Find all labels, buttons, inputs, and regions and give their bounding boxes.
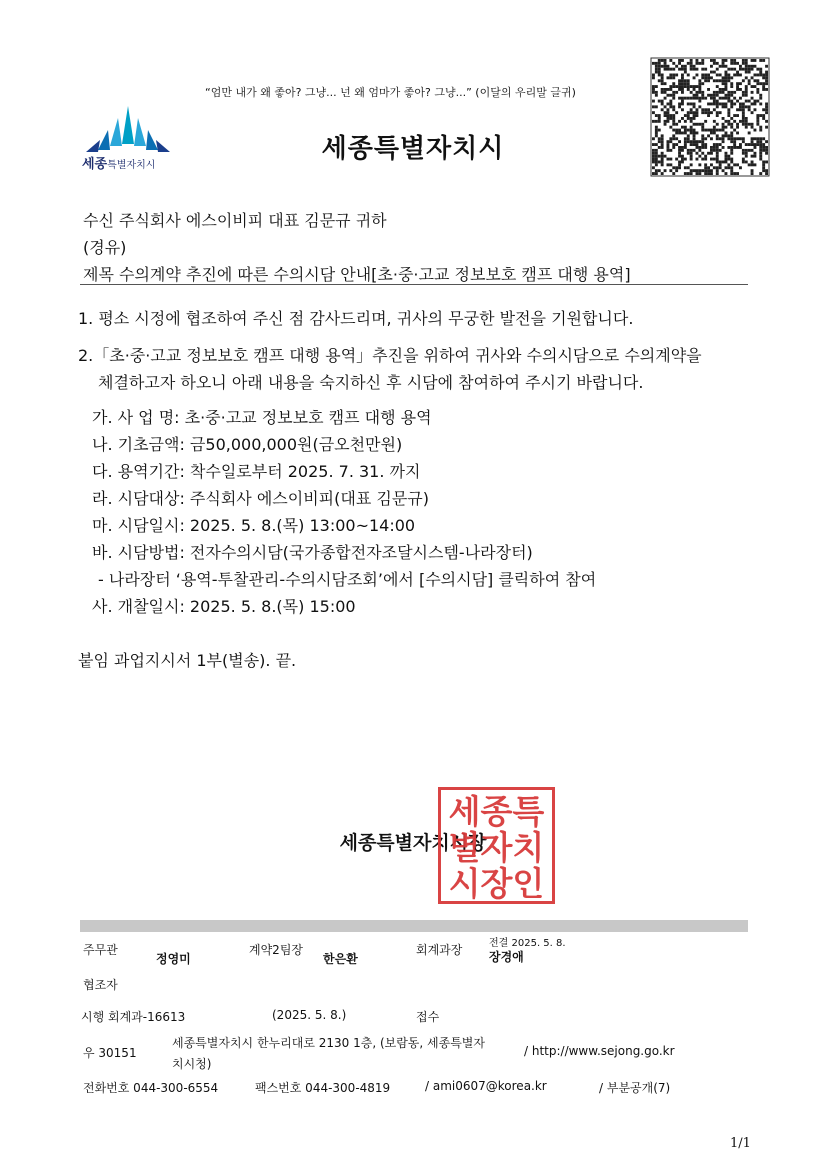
sender: 세종특별자치시장 [339,832,487,854]
seal-line: 별자치 [448,828,545,867]
page-number: 1/1 [730,1136,751,1151]
via: (경유) [83,238,127,257]
address-line2: 치시청) [172,1057,212,1071]
seal-line: 세종특 [448,792,545,831]
reviewer-title: 계약2팀장 [249,943,304,957]
slogan: “엄만 내가 왜 좋아? 그냥... 넌 왜 엄마가 좋아? 그냥...” (이달의 우리말 글귀) [205,86,576,99]
list-item: 마. 시담일시: 2025. 5. 8.(목) 13:00~14:00 [92,516,416,535]
reviewer-name: 한은환 [323,952,358,966]
homepage-link[interactable]: / http://www.sejong.go.kr [524,1044,675,1058]
official-seal [438,787,555,904]
paragraph-1: 1. 평소 시정에 협조하여 주신 점 감사드리며, 귀사의 무궁한 발전을 기원합니다. [78,309,634,328]
list-item: 다. 용역기간: 착수일로부터 2025. 7. 31. 까지 [92,462,421,481]
drafter-name: 정영미 [156,952,191,966]
logo-sub: 특별자치시 [107,160,156,171]
phone: 전화번호 044-300-6554 [83,1081,219,1095]
list-item: 바. 시담방법: 전자수의시담(국가종합전자조달시스템-나라장터) [92,543,533,562]
logo-name: 세종 [82,157,108,172]
list-item: 나. 기초금액: 금50,000,000원(금오천만원) [92,435,403,454]
disclosure: / 부분공개(7) [599,1081,671,1095]
qr-code [650,57,770,177]
approval-note: 전결 2025. 5. 8. [489,938,566,949]
approver-name: 장경애 [489,950,524,964]
org-title: 세종특별자치시 [321,134,505,164]
receipt: 접수 [416,1010,440,1024]
list-item: 라. 시담대상: 주식회사 에스이비피(대표 김문규) [92,489,429,508]
attachment: 붙임 과업지시서 1부(별송). 끝. [78,651,297,670]
list-item: 가. 사 업 명: 초·중·고교 정보보호 캠프 대행 용역 [92,408,432,427]
cooperator-label: 협조자 [83,978,118,992]
enforcement-date: (2025. 5. 8.) [272,1008,347,1022]
footer-band [80,920,748,932]
enforcement: 시행 회계과-16613 [81,1010,186,1024]
paragraph-2-line1: 2.「초·중·고교 정보보호 캠프 대행 용역」추진을 위하여 귀사와 수의시담으로 수의계약을 [78,346,702,365]
recipient: 수신 주식회사 에스이비피 대표 김문규 귀하 [83,211,387,230]
fax: 팩스번호 044-300-4819 [255,1081,391,1095]
paragraph-2-line2: 체결하고자 하오니 아래 내용을 숙지하신 후 시담에 참여하여 주시기 바랍니다. [98,373,644,392]
drafter-title: 주무관 [83,943,118,957]
subject: 제목 수의계약 추진에 따른 수의시담 안내[초·중·고교 정보보호 캠프 대행 용역] [83,265,631,284]
address-line1: 세종특별자치시 한누리대로 2130 1층, (보람동, 세종특별자 [172,1036,485,1050]
approver-title: 회계과장 [416,943,463,957]
list-item: - 나라장터 ‘용역-투찰관리-수의시담조회’에서 [수의시담] 클릭하여 참여 [98,570,597,589]
header-divider [80,284,748,285]
email-link[interactable]: / ami0607@korea.kr [425,1079,547,1093]
postal-code: 우 30151 [83,1046,137,1060]
list-item: 사. 개찰일시: 2025. 5. 8.(목) 15:00 [92,597,356,616]
seal-line: 시장인 [448,864,545,903]
